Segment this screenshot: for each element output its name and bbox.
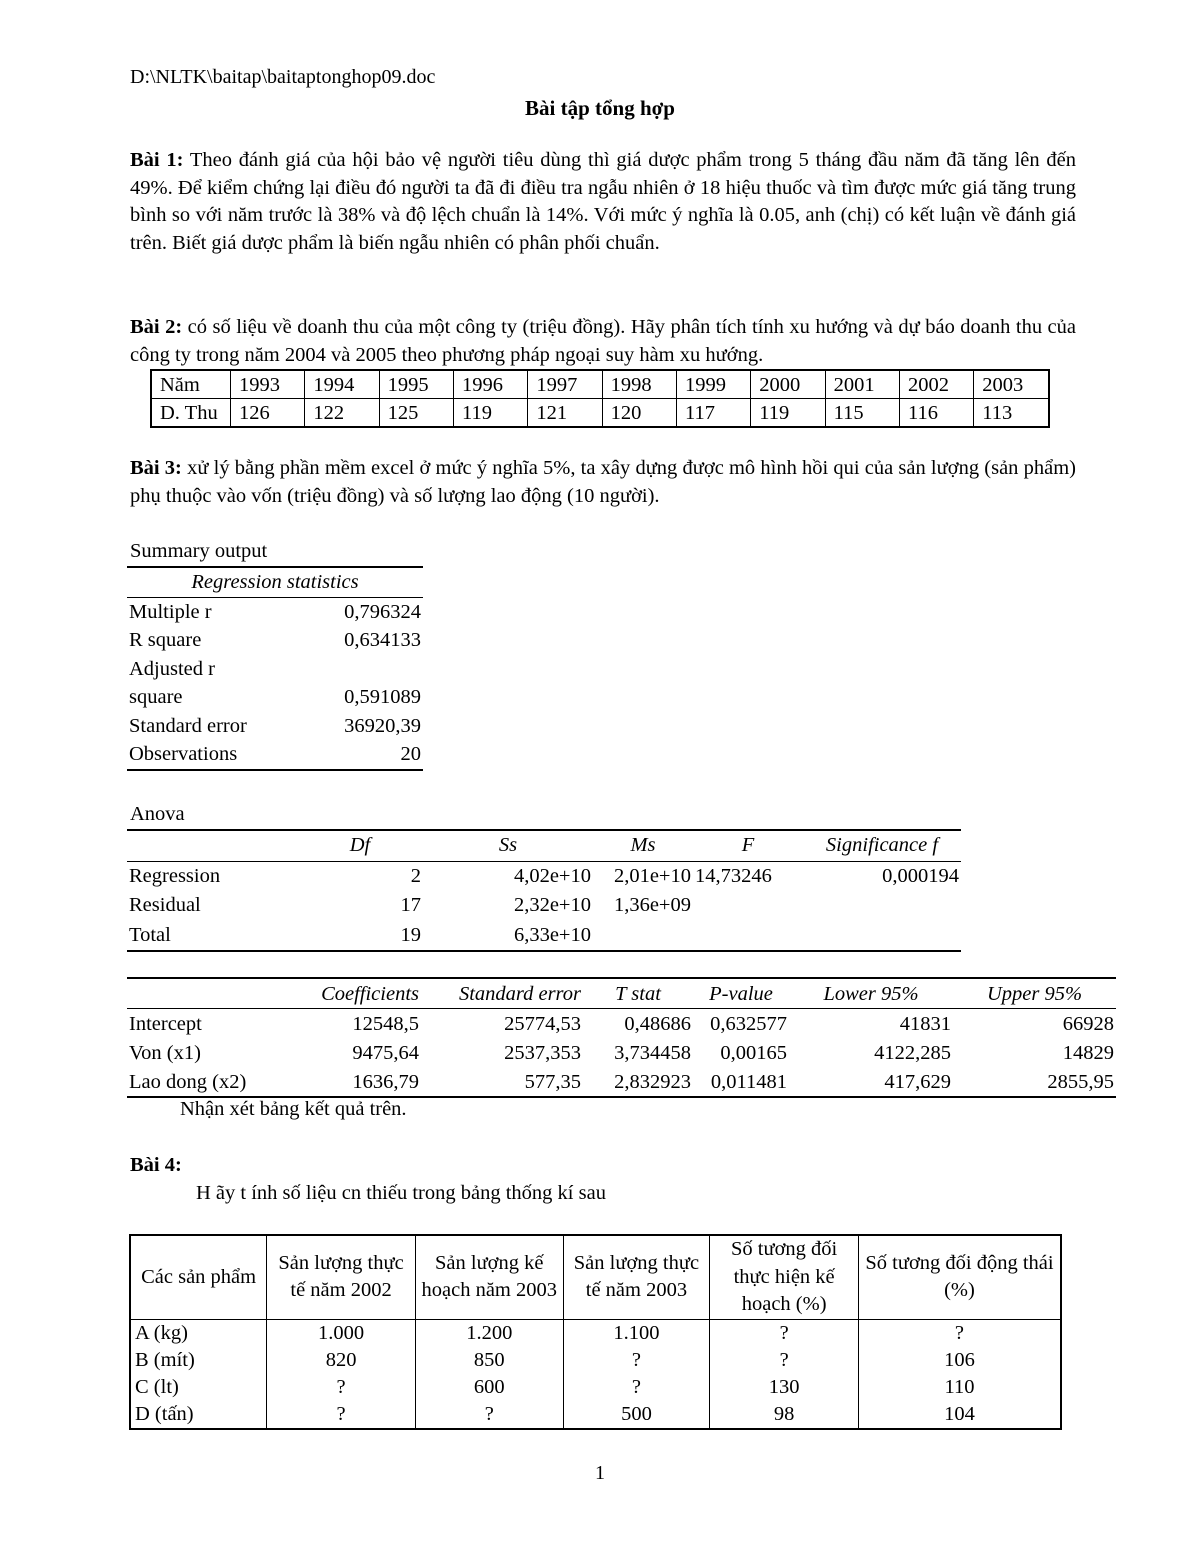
revenue-cell: 120	[602, 399, 676, 428]
stats-cell: 500	[563, 1401, 710, 1429]
year-cell: 1997	[528, 370, 602, 399]
anova-cell: Total	[127, 921, 297, 952]
regression-statistics-table	[127, 566, 423, 771]
coef-header: Lower 95%	[789, 978, 953, 1009]
anova-cell	[693, 921, 803, 952]
revenue-cell: 119	[453, 399, 527, 428]
revenue-cell: 113	[974, 399, 1049, 428]
coef-cell: 12548,5	[352, 1012, 419, 1035]
stats-header: Sản lượng thực tế năm 2002	[267, 1235, 416, 1319]
year-row	[151, 370, 1049, 399]
anova-header: Ms	[593, 830, 693, 861]
anova-cell: 14,73246	[695, 864, 772, 887]
exercise-1-label: Bài 1:	[130, 149, 184, 171]
stat-label: Adjusted r	[129, 657, 215, 680]
year-cell: 1994	[305, 370, 379, 399]
stats-cell: 820	[267, 1347, 416, 1374]
anova-cell	[693, 891, 803, 921]
year-cell: 2001	[825, 370, 899, 399]
anova-header	[127, 830, 297, 861]
year-cell: 2002	[899, 370, 973, 399]
stats-cell: ?	[710, 1347, 859, 1374]
revenue-cell: 116	[899, 399, 973, 428]
anova-cell	[803, 891, 961, 921]
anova-cell	[803, 921, 961, 952]
revenue-cell: 117	[676, 399, 750, 428]
file-path-header: D:\NLTK\baitap\baitaptonghop09.doc	[130, 66, 436, 88]
page-number: 1	[595, 1462, 605, 1484]
exercise-3-label: Bài 3:	[130, 457, 182, 479]
regression-statistics-header: Regression statistics	[127, 567, 423, 597]
anova-cell: 0,000194	[882, 864, 959, 887]
anova-cell: 2,01e+10	[613, 864, 691, 887]
year-cell: 2003	[974, 370, 1049, 399]
document-title: Bài tập tổng hợp	[525, 96, 675, 120]
stat-value: 0,796324	[344, 600, 421, 623]
stats-cell: ?	[710, 1319, 859, 1347]
coef-cell: 2537,353	[504, 1041, 581, 1064]
stats-cell: 104	[858, 1401, 1061, 1429]
stats-cell: C (lt)	[130, 1374, 267, 1401]
anova-table	[127, 829, 961, 952]
stats-cell: 850	[415, 1347, 563, 1374]
stats-cell: D (tấn)	[130, 1401, 267, 1429]
coef-cell: 0,632577	[710, 1012, 787, 1035]
stats-header: Sản lượng kế hoạch năm 2003	[415, 1235, 563, 1319]
anova-header: F	[693, 830, 803, 861]
year-cell: 1998	[602, 370, 676, 399]
coef-cell: 0,48686	[624, 1012, 691, 1035]
coef-cell: 0,00165	[720, 1041, 787, 1064]
coef-cell: 3,734458	[614, 1041, 691, 1064]
coef-header: Coefficients	[287, 978, 421, 1009]
stats-cell: 1.000	[267, 1319, 416, 1347]
year-cell: 2000	[751, 370, 825, 399]
exercise-1	[130, 147, 1076, 257]
stats-cell: 1.200	[415, 1319, 563, 1347]
anova-caption: Anova	[130, 803, 185, 825]
stats-cell: A (kg)	[130, 1319, 267, 1347]
year-cell: 1999	[676, 370, 750, 399]
stats-cell: ?	[267, 1374, 416, 1401]
stats-cell: ?	[858, 1319, 1061, 1347]
stats-header: Số tương đối thực hiện kế hoạch (%)	[710, 1235, 859, 1319]
statistics-table	[129, 1234, 1062, 1430]
anova-cell: 1,36e+09	[613, 894, 691, 917]
anova-cell: 2,32e+10	[513, 894, 591, 917]
coef-cell: 4122,285	[874, 1041, 951, 1064]
stat-label: square	[129, 686, 183, 709]
coef-cell: 577,35	[421, 1067, 583, 1097]
coef-cell: 0,011481	[693, 1067, 789, 1097]
coef-cell: 14829	[1062, 1041, 1114, 1064]
coef-header: Standard error	[421, 978, 583, 1009]
stats-cell: 130	[710, 1374, 859, 1401]
stats-cell: 600	[415, 1374, 563, 1401]
exercise-1-text: Theo đánh giá của hội bảo vệ người tiêu dùng thì giá dược phẩm trong 5 tháng đầu năm đã tăng lên đến 49%. Để kiểm chứng lại điều đó người ta đã đi điều tra ngẫu nhiên ở 18 hiệu thuốc và tìm được mức giá tăng trung bình so với năm trước là 38% và độ lệch chuẩn là 14%. Với mức ý nghĩa là 0.05, anh (chị) có kết luận về đánh giá trên. Biết giá dược phẩm là biến ngẫu nhiên có phân phối chuẩn.	[130, 149, 1076, 254]
stat-label: Observations	[127, 740, 305, 770]
stat-value: 0,591089	[344, 686, 421, 709]
exercise-2-text: có số liệu về doanh thu của một công ty (triệu đồng). Hãy phân tích tính xu hướng và dự báo doanh thu của công ty trong năm 2004 và 2005 theo phương pháp ngoại suy hàm xu hướng.	[130, 316, 1077, 366]
coef-cell: 2,832923	[583, 1067, 693, 1097]
anova-cell: Regression	[129, 864, 221, 887]
exercise-2	[130, 314, 1076, 369]
summary-output-caption: Summary output	[130, 540, 268, 562]
revenue-cell: 126	[231, 399, 305, 428]
coef-cell: 41831	[899, 1012, 951, 1035]
anova-header: Df	[297, 830, 423, 861]
year-cell: 1996	[453, 370, 527, 399]
exercise-4-text: H ãy t ính số liệu cn thiếu trong bảng thống kí sau	[196, 1182, 606, 1204]
revenue-table	[150, 369, 1050, 428]
exercise-4-label: Bài 4:	[130, 1154, 182, 1176]
coefficients-table	[127, 977, 1116, 1098]
coef-cell: 25774,53	[504, 1012, 581, 1035]
anova-header: Significance f	[803, 830, 961, 861]
exercise-2-label: Bài 2:	[130, 316, 183, 338]
revenue-row	[151, 399, 1049, 428]
coef-header: T stat	[583, 978, 693, 1009]
stat-label: Multiple r	[129, 600, 212, 623]
revenue-cell: 121	[528, 399, 602, 428]
anova-cell	[593, 921, 693, 952]
coef-cell: 1636,79	[287, 1067, 421, 1097]
coef-cell: 9475,64	[352, 1041, 419, 1064]
coef-cell: Von (x1)	[129, 1041, 201, 1064]
stat-label: R square	[129, 629, 202, 652]
anova-cell: 4,02e+10	[513, 864, 591, 887]
coef-cell: Intercept	[129, 1012, 202, 1035]
anova-cell: 19	[297, 921, 423, 952]
stat-label: Standard error	[129, 714, 247, 737]
stats-cell: 1.100	[563, 1319, 710, 1347]
coef-cell: 66928	[1062, 1012, 1114, 1035]
coef-cell: 417,629	[789, 1067, 953, 1097]
stats-cell: 98	[710, 1401, 859, 1429]
revenue-row-label: D. Thu	[151, 399, 231, 428]
stats-cell: ?	[563, 1374, 710, 1401]
stats-cell: ?	[267, 1401, 416, 1429]
coef-header	[127, 978, 287, 1009]
coef-header: Upper 95%	[953, 978, 1116, 1009]
year-cell: 1995	[379, 370, 453, 399]
results-comment: Nhận xét bảng kết quả trên.	[180, 1098, 407, 1120]
revenue-cell: 122	[305, 399, 379, 428]
stats-header: Số tương đối động thái (%)	[858, 1235, 1061, 1319]
revenue-cell: 125	[379, 399, 453, 428]
stats-cell: 106	[858, 1347, 1061, 1374]
anova-cell: 6,33e+10	[423, 921, 593, 952]
coef-header: P-value	[693, 978, 789, 1009]
anova-cell: 17	[400, 894, 421, 917]
revenue-cell: 115	[825, 399, 899, 428]
stats-cell: ?	[415, 1401, 563, 1429]
year-row-label: Năm	[151, 370, 231, 399]
exercise-3-text: xử lý bằng phần mềm excel ở mức ý nghĩa 5%, ta xây dựng được mô hình hồi qui của sản lượng (sản phẩm) phụ thuộc vào vốn (triệu đồng) và số lượng lao động (10 người).	[130, 457, 1076, 507]
stats-cell: ?	[563, 1347, 710, 1374]
stats-header: Sản lượng thực tế năm 2003	[563, 1235, 710, 1319]
stat-value: 0,634133	[344, 629, 421, 652]
year-cell: 1993	[231, 370, 305, 399]
anova-header: Ss	[423, 830, 593, 861]
anova-cell: 2	[410, 864, 421, 887]
anova-cell: Residual	[129, 894, 201, 917]
coef-cell: Lao dong (x2)	[127, 1067, 287, 1097]
stats-header: Các sản phẩm	[130, 1235, 267, 1319]
stat-value: 20	[305, 740, 423, 770]
stats-cell: B (mít)	[130, 1347, 267, 1374]
coef-cell: 2855,95	[953, 1067, 1116, 1097]
stat-value	[305, 655, 423, 684]
revenue-cell: 119	[751, 399, 825, 428]
stat-value: 36920,39	[344, 714, 421, 737]
stats-cell: 110	[858, 1374, 1061, 1401]
exercise-3	[130, 455, 1076, 510]
